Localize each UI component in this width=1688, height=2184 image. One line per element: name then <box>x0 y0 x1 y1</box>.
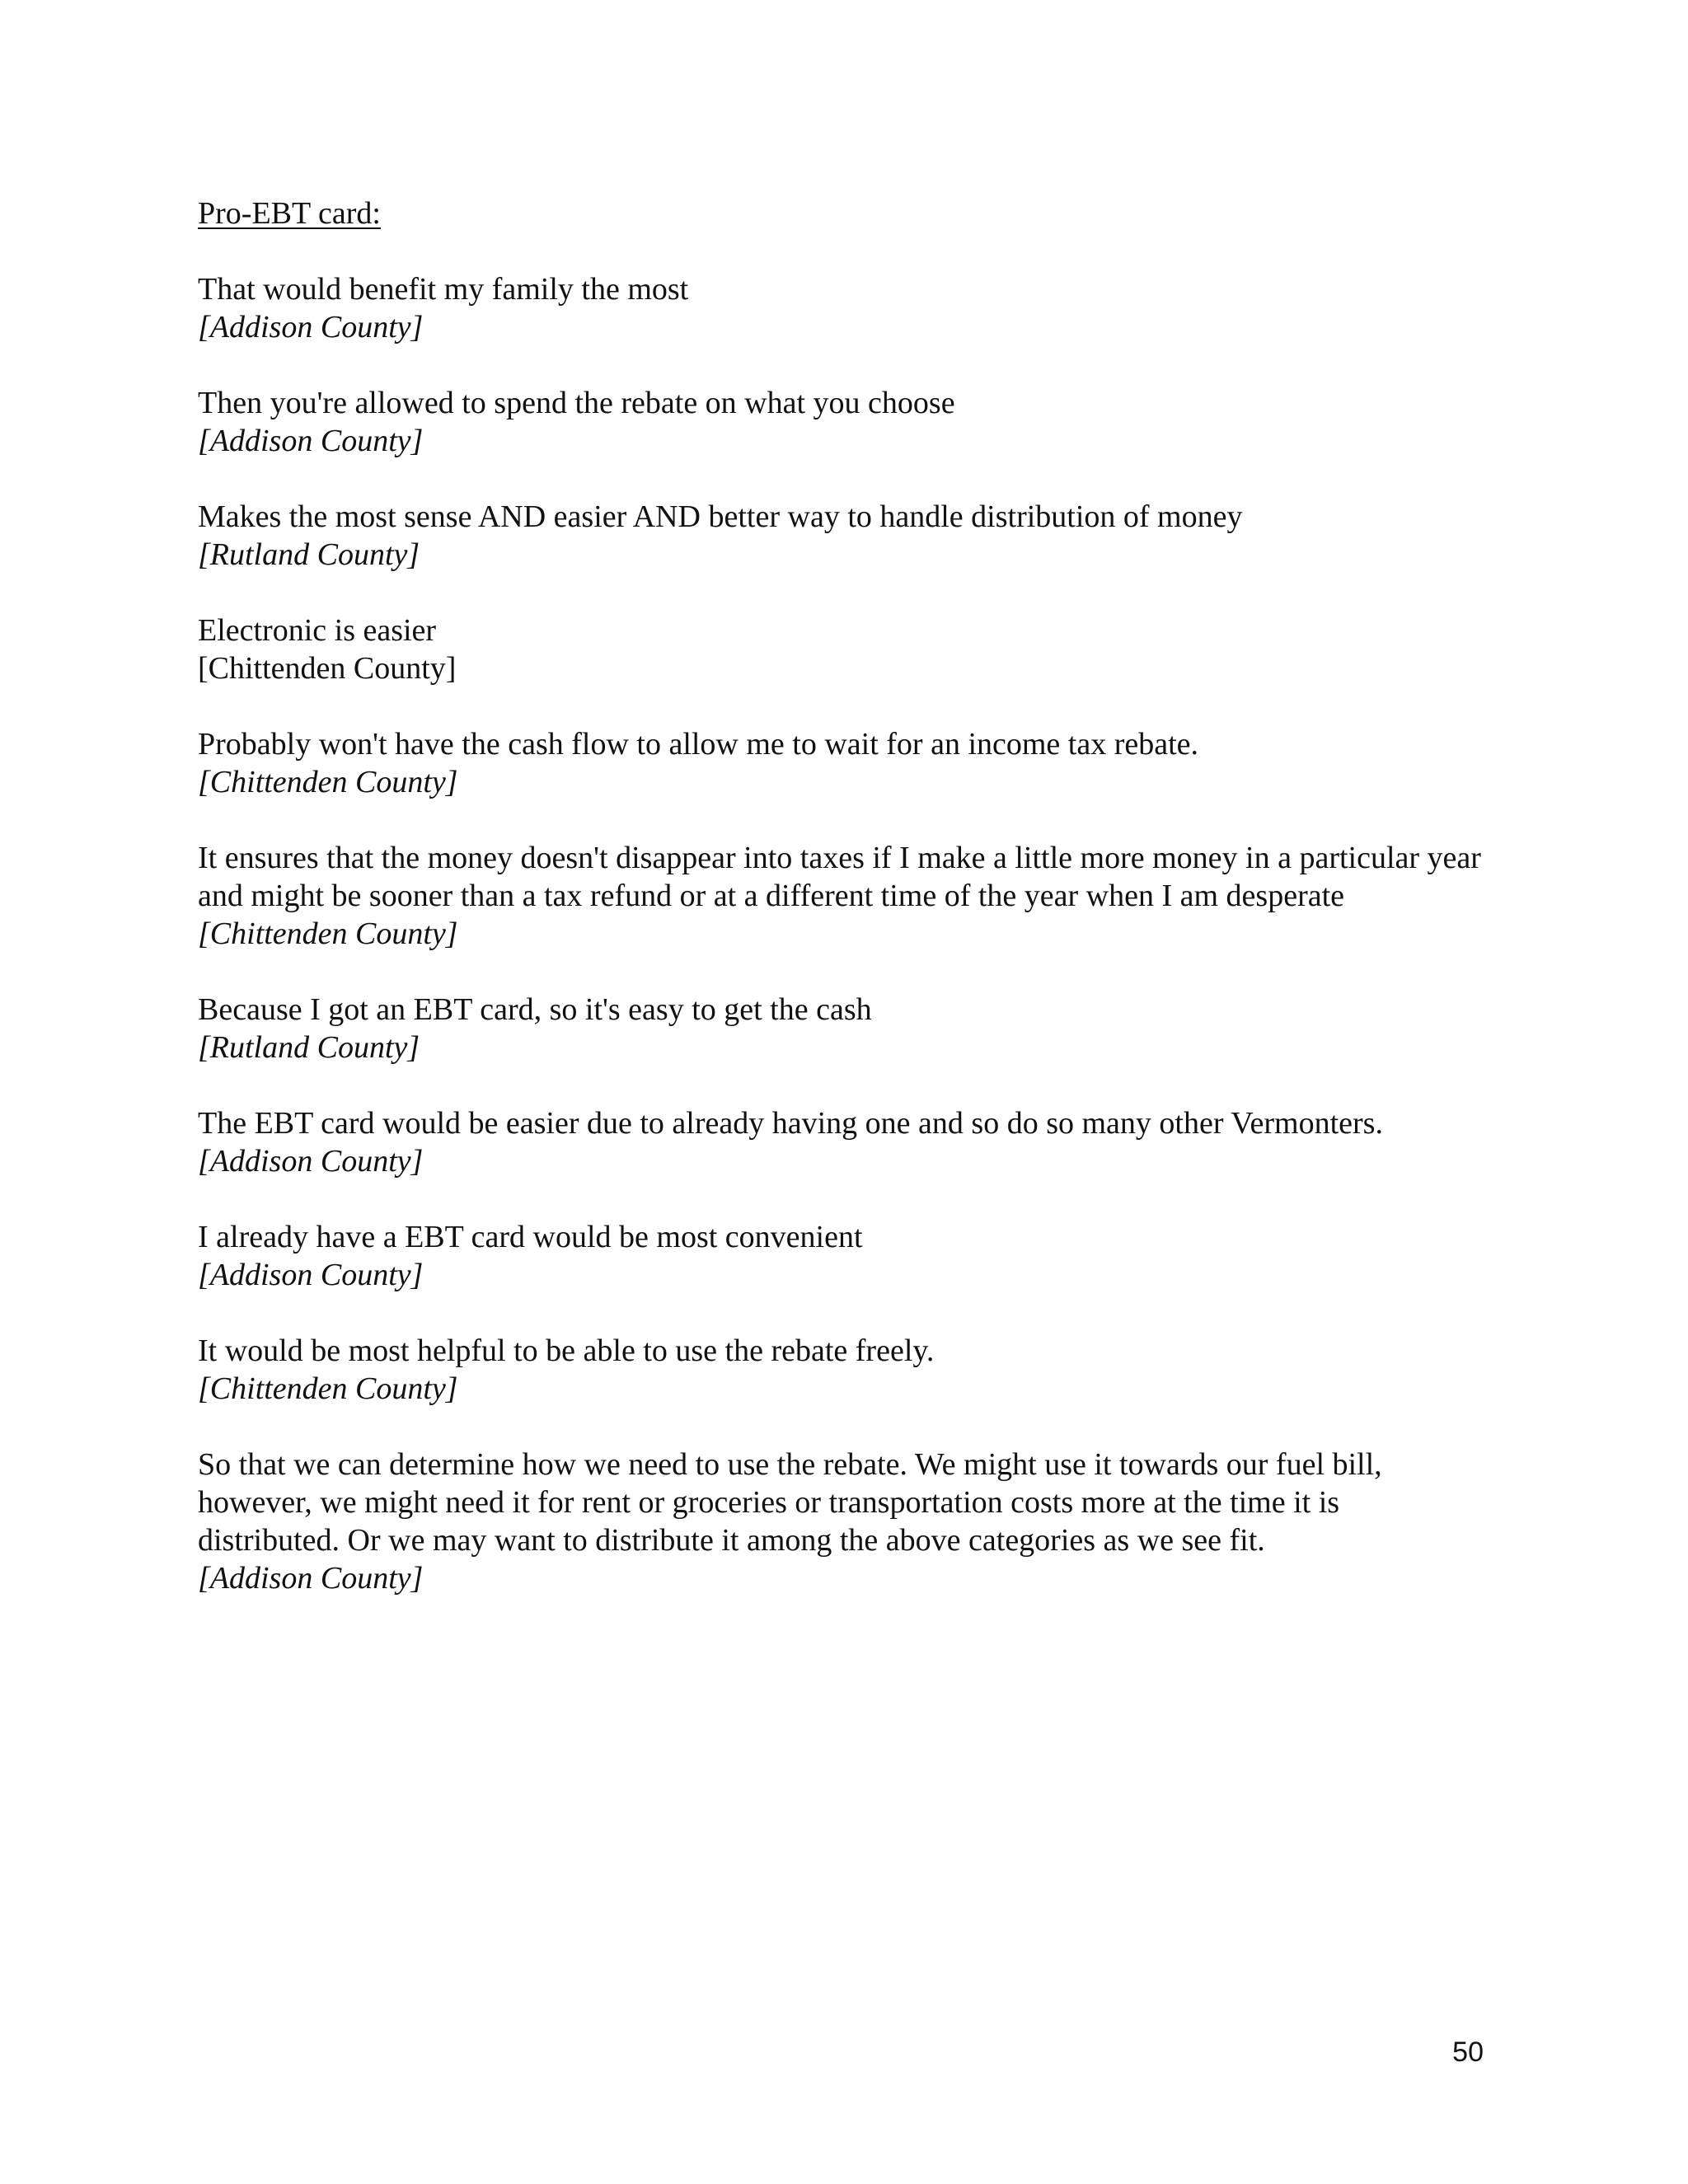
page-number: 50 <box>1452 2036 1484 2068</box>
response-item-2 <box>198 384 1484 460</box>
section-heading: Pro-EBT card: <box>198 196 381 231</box>
page-content <box>198 194 1484 1635</box>
response-text: I already have a EBT card would be most convenient <box>198 1220 863 1254</box>
county-attribution: [Addison County] <box>198 424 424 458</box>
response-item-5 <box>198 725 1484 801</box>
county-attribution: [Chittenden County] <box>198 651 457 686</box>
county-attribution: [Rutland County] <box>198 1030 420 1065</box>
response-text: So that we can determine how we need to use the rebate. We might use it towards our fuel bill, however, we might need it for rent or groceries or transportation costs more at the time it is distributed. Or we may want to distribute it among the above categories as we see fit. <box>198 1447 1382 1558</box>
response-item-1 <box>198 270 1484 346</box>
response-item-3 <box>198 498 1484 574</box>
response-item-10 <box>198 1332 1484 1408</box>
response-item-6 <box>198 839 1484 953</box>
response-text: It ensures that the money doesn't disappear into taxes if I make a little more money in a particular year and might be sooner than a tax refund or at a different time of the year when I am desperate <box>198 841 1481 913</box>
response-item-8 <box>198 1104 1484 1180</box>
response-item-7 <box>198 991 1484 1066</box>
response-item-4 <box>198 612 1484 687</box>
county-attribution: [Chittenden County] <box>198 916 458 951</box>
county-attribution: [Addison County] <box>198 1258 424 1292</box>
response-text: Probably won't have the cash flow to allow me to wait for an income tax rebate. <box>198 727 1199 762</box>
response-text: The EBT card would be easier due to already having one and so do so many other Vermonters. <box>198 1106 1383 1141</box>
county-attribution: [Addison County] <box>198 310 424 344</box>
response-item-9 <box>198 1218 1484 1294</box>
response-text: That would benefit my family the most <box>198 272 689 307</box>
response-text: Then you're allowed to spend the rebate on what you choose <box>198 386 955 420</box>
response-text: Makes the most sense AND easier AND better way to handle distribution of money <box>198 499 1243 534</box>
response-item-11 <box>198 1446 1484 1597</box>
county-attribution: [Chittenden County] <box>198 765 458 799</box>
county-attribution: [Addison County] <box>198 1561 424 1596</box>
response-text: Because I got an EBT card, so it's easy to get the cash <box>198 992 872 1027</box>
response-text: It would be most helpful to be able to use the rebate freely. <box>198 1333 935 1368</box>
response-text: Electronic is easier <box>198 613 437 648</box>
county-attribution: [Addison County] <box>198 1144 424 1179</box>
county-attribution: [Rutland County] <box>198 537 420 572</box>
county-attribution: [Chittenden County] <box>198 1371 458 1406</box>
